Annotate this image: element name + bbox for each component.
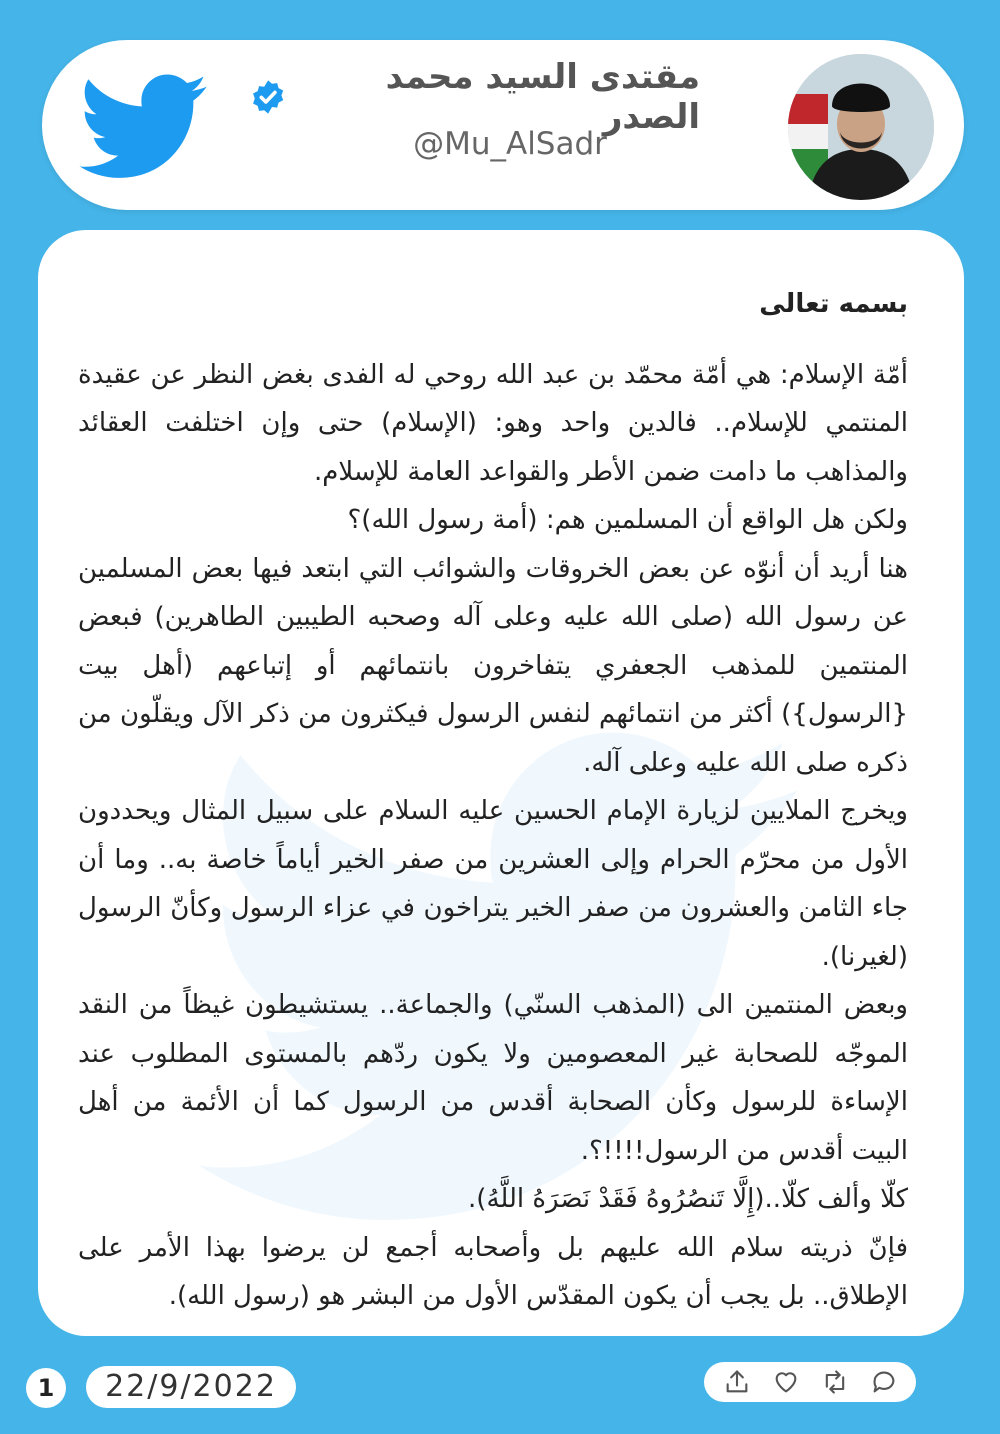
tweet-paragraph: أمّة الإسلام: هي أمّة محمّد بن عبد الله روحي له الفدى بغض النظر عن عقيدة المنتمي للإسلام.. فالدين واحد وهو: (الإسلام) حتى وإن اختلفت العقائد والمذاهب ما دامت ضمن الأطر والقواعد العامة للإسلام. xyxy=(78,359,908,487)
retweet-icon[interactable] xyxy=(821,1368,849,1396)
tweet-paragraph: كلّا وألف كلّا..(إِلَّا تَنصُرُوهُ فَقَدْ نَصَرَهُ اللَّهُ). xyxy=(468,1184,908,1214)
tweet-card xyxy=(38,230,964,1336)
name-row xyxy=(250,57,700,137)
tweet-greeting: بسمه تعالى xyxy=(759,289,908,319)
verified-badge-icon xyxy=(250,78,286,116)
tweet-date: 22/9/2022 xyxy=(86,1366,296,1408)
tweet-paragraph: هنا أريد أن أنوّه عن بعض الخروقات والشوائب التي ابتعد فيها بعض المسلمين عن رسول الله (صلى الله عليه وعلى آله وصحبه الطيبين الطاهرين) فبعض المنتمين للمذهب الجعفري يتفاخرون بانتمائهم أو إتباعهم (أهل بيت {الرسول}) أكثر من انتمائهم لنفس الرسول فيكثرون من ذكر الآل ويقلّون من ذكره صلى الله عليه وعلى آله. xyxy=(78,553,908,778)
tweet-actions xyxy=(704,1362,916,1402)
tweet-paragraph: ولكن هل الواقع أن المسلمين هم: (أمة رسول الله)؟ xyxy=(347,505,908,535)
share-icon[interactable] xyxy=(723,1368,751,1396)
avatar-photo-icon xyxy=(788,54,934,200)
user-handle[interactable]: @Mu_AlSadr xyxy=(413,126,607,162)
tweet-paragraph: فإنّ ذريته سلام الله عليهم بل وأصحابه أجمع لن يرضوا بهذا الأمر على الإطلاق.. بل يجب أن يكون المقدّس الأول من البشر هو (رسول الله). xyxy=(78,1232,908,1311)
tweet-text xyxy=(78,280,908,1321)
display-name[interactable]: مقتدى السيد محمد الصدر xyxy=(385,57,700,137)
page-number: 1 xyxy=(26,1368,66,1408)
tweet-paragraph: ويخرج الملايين لزيارة الإمام الحسين عليه السلام على سبيل المثال ويحددون الأول من محرّم الحرام وإلى العشرين من صفر الخير أياماً خاصة به.. وما أن جاء الثامن والعشرون من صفر الخير يتراخون في عزاء الرسول وكأنّ الرسول (لغيرنا). xyxy=(78,796,908,972)
reply-icon[interactable] xyxy=(870,1368,898,1396)
tweet-paragraph: وبعض المنتمين الى (المذهب السنّي) والجماعة.. يستشيطون غيظاً من النقد الموجّه للصحابة غير المعصومين ولا يكون ردّهم بالمستوى المطلوب عند الإساءة للرسول وكأن الصحابة أقدس من الرسول كما أن الأئمة من أهل البيت أقدس من الرسول!!!!؟. xyxy=(78,990,908,1166)
like-icon[interactable] xyxy=(772,1368,800,1396)
twitter-bird-icon xyxy=(78,74,208,180)
avatar[interactable] xyxy=(788,54,934,200)
